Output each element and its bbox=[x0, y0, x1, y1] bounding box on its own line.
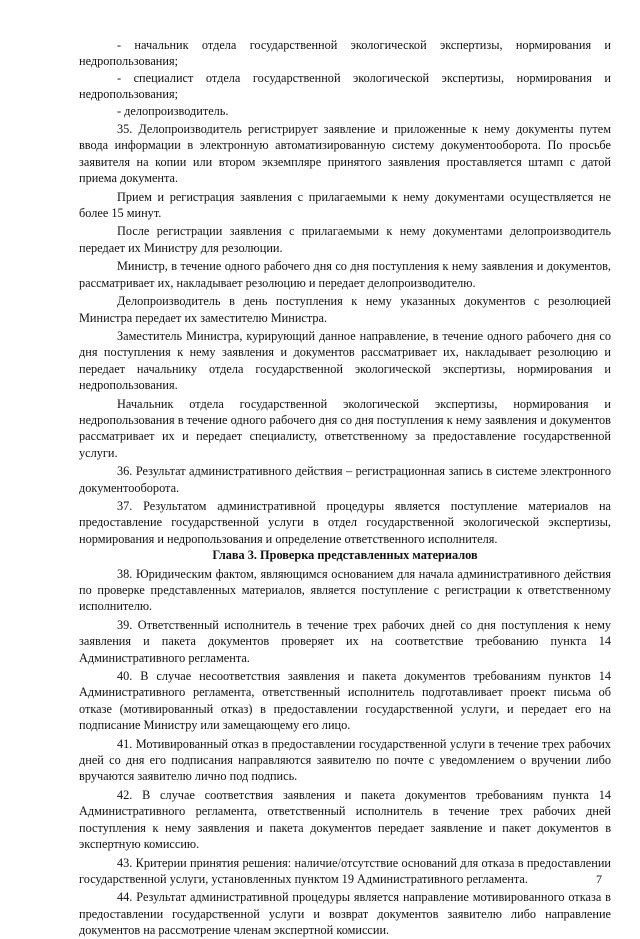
list-item: - начальник отдела государственной экологической экспертизы, нормирования и недропользования; bbox=[79, 38, 611, 69]
paragraph-38: 38. Юридическим фактом, являющимся основанием для начала административного действия по проверке представленных материалов, является поступление с регистрации к ответственному исполнителю. bbox=[79, 566, 611, 614]
paragraph: Заместитель Министра, курирующий данное направление, в течение одного рабочего дня со дня поступления к нему заявления и документов рассматривает их, накладывает резолюцию и передает начальнику отдела государственной экологической экспертизы, нормирования и недропользования. bbox=[79, 328, 611, 393]
paragraph-39: 39. Ответственный исполнитель в течение трех рабочих дней со дня поступления к нему заявления и пакета документов проверяет их на соответствие требованию пункта 14 Административного регламента. bbox=[79, 617, 611, 665]
paragraph: Министр, в течение одного рабочего дня со дня поступления к нему заявления и документов, рассматривает их, накладывает резолюцию и передает делопроизводителю. bbox=[79, 259, 611, 290]
paragraph-41: 41. Мотивированный отказ в предоставлении государственной услуги в течение трех рабочих дней со дня его подписания направляются заявителю по почте с уведомлением о вручении либо вручаются заявителю лично под подпись. bbox=[79, 736, 611, 784]
chapter-title: Глава 3. Проверка представленных материалов bbox=[212, 548, 478, 563]
paragraph-42: 42. В случае соответствия заявления и пакета документов требованиям пункта 14 Административного регламента, ответственный исполнитель в течение трех рабочих дней поступления к нему заявления и пакета документов передает заявление и пакет документов в экспертную комиссию. bbox=[79, 787, 611, 852]
paragraph-43: 43. Критерии принятия решения: наличие/отсутствие оснований для отказа в предоставлении государственной услуги, установленных пунктом 19 Административного регламента. bbox=[79, 855, 611, 886]
paragraph-36: 36. Результат административного действия – регистрационная запись в системе электронного документооборота. bbox=[79, 464, 611, 495]
document-body bbox=[79, 37, 611, 939]
page-number: 7 bbox=[596, 872, 602, 886]
paragraph-44: 44. Результат административной процедуры является направление мотивированного отказа в предоставлении государственной услуги и возврат документов заявителю либо направление документов на рассмотрение членам экспертной комиссии. bbox=[79, 890, 611, 938]
paragraph-37: 37. Результатом административной процедуры является поступление материалов на предоставление государственной услуги в отдел государственной экологической экспертизы, нормирования и недропользования и определение ответственного исполнителя. bbox=[79, 498, 611, 546]
list-item: - специалист отдела государственной экологической экспертизы, нормирования и недропользования; bbox=[79, 70, 611, 102]
paragraph-40: 40. В случае несоответствия заявления и пакета документов требованиям пунктов 14 Административного регламента, ответственный исполнитель подготавливает проект письма об отказе (мотивированный отказ) в предоставлении государственной услуги, и передает его на подписание Министру или замещающему его лицо. bbox=[79, 669, 611, 733]
paragraph: После регистрации заявления с прилагаемыми к нему документами делопроизводитель передает их Министру для резолюции. bbox=[79, 224, 611, 255]
paragraph-35: 35. Делопроизводитель регистрирует заявление и приложенные к нему документы путем ввода информации в электронную автоматизированную систему документооборота. По просьбе заявителя на копии или втором экземпляре принятого заявления проставляется штамп с датой приема документа. bbox=[79, 122, 611, 186]
list-item: - делопроизводитель. bbox=[117, 103, 229, 118]
paragraph: Прием и регистрация заявления с прилагаемыми к нему документами осуществляется не более 15 минут. bbox=[79, 189, 611, 221]
paragraph: Делопроизводитель в день поступления к нему указанных документов с резолюцией Министра передает их заместителю Министра. bbox=[79, 294, 611, 325]
paragraph: Начальник отдела государственной экологической экспертизы, нормирования и недропользования в течение одного рабочего дня со дня поступления к нему заявления и документов рассматривает их и передает специалисту, ответственному за предоставление государственной услуги. bbox=[79, 396, 611, 460]
